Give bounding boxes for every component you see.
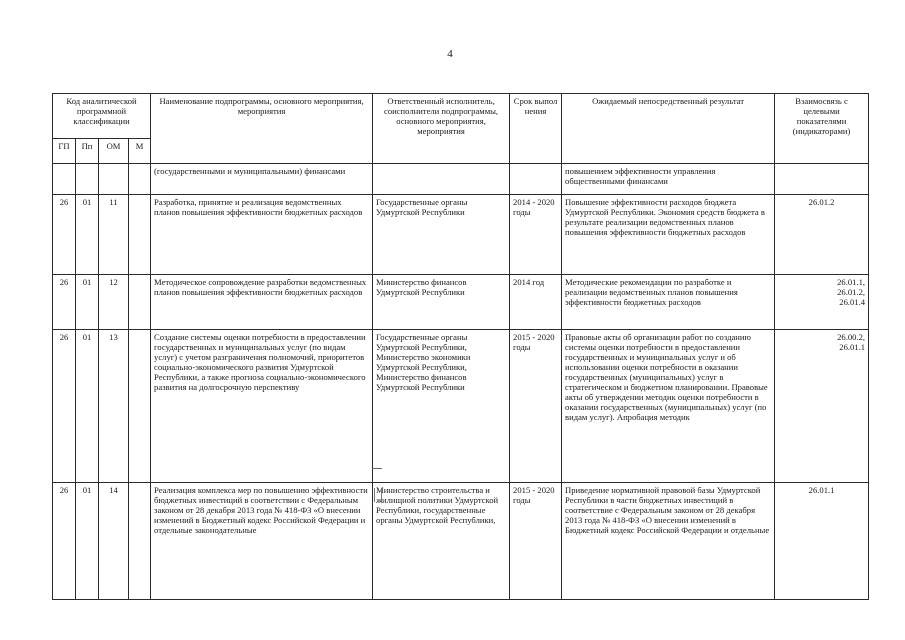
- cell-executor: Министерство финансов Удмуртской Республики: [373, 275, 510, 330]
- cell-term: 2015 - 2020 годы: [510, 330, 562, 483]
- cell-indicators: 26.00.2, 26.01.1: [775, 330, 869, 483]
- header-pp: Пп: [76, 139, 99, 164]
- cell-name: Реализация комплекса мер по повышению эффективности бюджетных инвестиций в соответствии с Федеральным законом от 28 декабря 2013 года № 418-ФЗ «О внесении изменений в Бюджетный кодекс Российской Федерации и отдельные законодательные: [151, 483, 373, 600]
- cell-om: [99, 164, 129, 195]
- cell-executor: Государственные органы Удмуртской Республики, Министерство экономики Удмуртской Республики, Министерство финансов Удмуртской Республики: [373, 330, 510, 483]
- cell-name: (государственными и муниципальными) финансами: [151, 164, 373, 195]
- page-number: 4: [447, 48, 453, 60]
- scan-artifact: [372, 468, 382, 469]
- header-code-group: Код аналитической программной классификации: [53, 94, 151, 139]
- header-result: Ожидаемый непосредственный результат: [562, 94, 775, 164]
- header-om: ОМ: [99, 139, 129, 164]
- cell-result: повышением эффективности управления общественными финансами: [562, 164, 775, 195]
- cell-term: 2014 год: [510, 275, 562, 330]
- cell-indicators: 26.01.2: [775, 195, 869, 275]
- cell-executor: Государственные органы Удмуртской Республики: [373, 195, 510, 275]
- header-term: Срок выполнения: [510, 94, 562, 164]
- cell-pp: 01: [76, 330, 99, 483]
- table-row: [53, 483, 869, 600]
- program-measures-table: [52, 93, 869, 600]
- table-row: [53, 275, 869, 330]
- cell-pp: 01: [76, 275, 99, 330]
- cell-indicators: 26.01.1, 26.01.2, 26.01.4: [775, 275, 869, 330]
- scan-artifact: [374, 488, 382, 502]
- cell-pp: 01: [76, 195, 99, 275]
- cell-gp: 26: [53, 195, 76, 275]
- cell-gp: [53, 164, 76, 195]
- table-row: [53, 164, 869, 195]
- header-name: Наименование подпрограммы, основного мероприятия, мероприятия: [151, 94, 373, 164]
- cell-pp: [76, 164, 99, 195]
- cell-m: [129, 330, 151, 483]
- cell-om: 11: [99, 195, 129, 275]
- cell-om: 13: [99, 330, 129, 483]
- cell-executor: [373, 164, 510, 195]
- cell-m: [129, 483, 151, 600]
- cell-gp: 26: [53, 483, 76, 600]
- cell-indicators: 26.01.1: [775, 483, 869, 600]
- cell-result: Приведение нормативной правовой базы Удмуртской Республики в части бюджетных инвестиций в соответствие с Федеральным законом от 28 декабря 2013 года № 418-ФЗ «О внесении изменений в Бюджетный кодекс Российской Федерации и отдельные: [562, 483, 775, 600]
- cell-term: 2014 - 2020 годы: [510, 195, 562, 275]
- cell-name: Разработка, принятие и реализация ведомственных планов повышения эффективности бюджетных расходов: [151, 195, 373, 275]
- header-row-1: [53, 94, 869, 139]
- cell-om: 12: [99, 275, 129, 330]
- cell-result: Повышение эффективности расходов бюджета Удмуртской Республики. Экономия средств бюджета в результате реализации ведомственных планов повышения эффективности бюджетных расходов: [562, 195, 775, 275]
- header-gp: ГП: [53, 139, 76, 164]
- cell-om: 14: [99, 483, 129, 600]
- header-indicators: Взаимосвязь с целевыми показателями (индикаторами): [775, 94, 869, 164]
- cell-executor: Министерство строительства и жилищной политики Удмуртской Республики, государственные органы Удмуртской Республики,: [373, 483, 510, 600]
- cell-m: [129, 164, 151, 195]
- cell-result: Методические рекомендации по разработке и реализации ведомственных планов повышения эффективности бюджетных расходов: [562, 275, 775, 330]
- table-row: [53, 195, 869, 275]
- cell-name: Создание системы оценки потребности в предоставлении государственных и муниципальных услуг (по видам услуг) с учетом разграничения полномочий, приоритетов социально-экономического развития Удмуртской Республики, а также прогноза социально-экономического развития на долгосрочную перспективу: [151, 330, 373, 483]
- cell-name: Методическое сопровождение разработки ведомственных планов повышения эффективности бюджетных расходов: [151, 275, 373, 330]
- cell-m: [129, 195, 151, 275]
- cell-result: Правовые акты об организации работ по созданию системы оценки потребности в предоставлении государственных и муниципальных услуг и об использовании оценки потребности в оказании государственных (муниципальных) услуг в стратегическом и бюджетном планировании. Правовые акты об утверждении методик оценки потребности в оказании государственных (муниципальных) услуг (по видам услуг). Апробация методик: [562, 330, 775, 483]
- cell-indicators: [775, 164, 869, 195]
- cell-term: [510, 164, 562, 195]
- cell-gp: 26: [53, 330, 76, 483]
- cell-pp: 01: [76, 483, 99, 600]
- cell-gp: 26: [53, 275, 76, 330]
- cell-term: 2015 - 2020 годы: [510, 483, 562, 600]
- header-executor: Ответственный исполнитель, соисполнители подпрограммы, основного мероприятия, мероприятия: [373, 94, 510, 164]
- header-m: М: [129, 139, 151, 164]
- cell-m: [129, 275, 151, 330]
- table-row: [53, 330, 869, 483]
